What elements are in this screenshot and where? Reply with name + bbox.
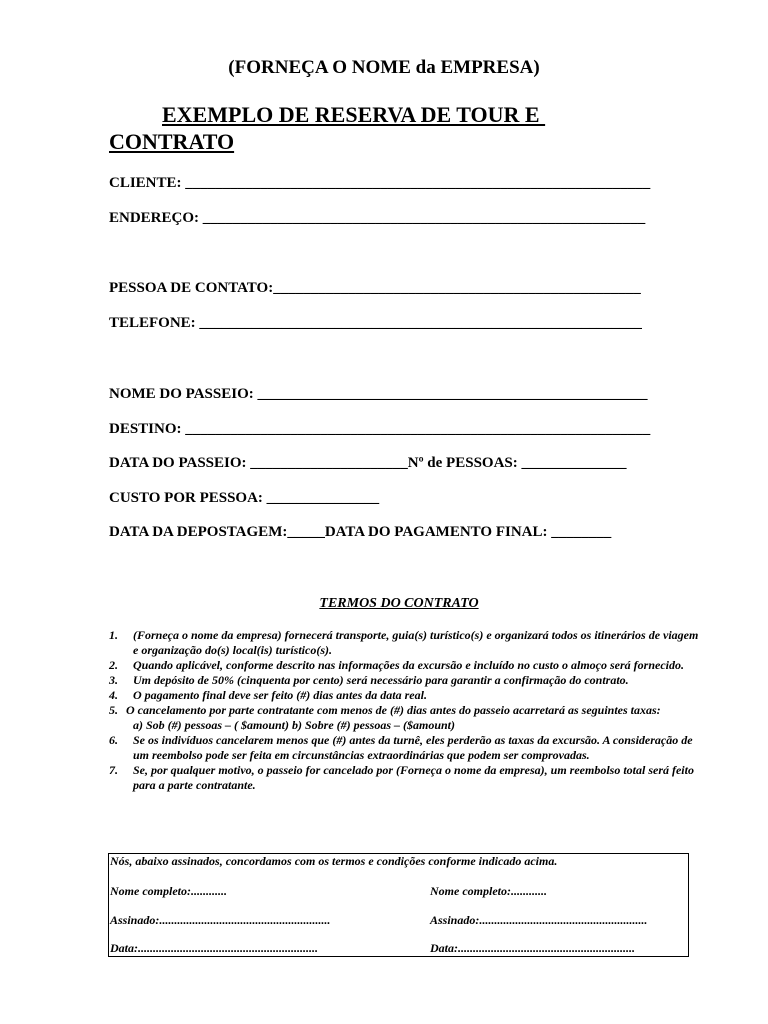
term-item-5: 5. O cancelamento por parte contratante com menos de (#) dias antes do passeio acarretará as seguintes taxas: (109, 703, 661, 717)
signature-box (108, 853, 689, 957)
signer-left-name-field[interactable]: Nome completo:............ (110, 884, 227, 898)
term-item-1: 1. (Forneça o nome da empresa) fornecerá transporte, guia(s) turístico(s) e organizará todos os itinerários de viagem e organização do(s) local(is) turístico(s). (109, 628, 699, 657)
signer-right-date-field[interactable]: Data:........................................................... (430, 941, 635, 955)
field-nome-passeio[interactable]: NOME DO PASSEIO: ____________________________________________________ (109, 386, 648, 402)
signer-left-date-field[interactable]: Data:............................................................ (110, 941, 318, 955)
terms-list (109, 628, 699, 793)
term-item-3: 3. Um depósito de 50% (cinquenta por cento) será necessário para garantir a confirmação do contrato. (109, 673, 629, 687)
agreement-text: Nós, abaixo assinados, concordamos com os termos e condições conforme indicado acima. (110, 854, 558, 868)
terms-title: TERMOS DO CONTRATO (319, 596, 479, 611)
field-data-depostagem[interactable]: DATA DA DEPOSTAGEM:_____DATA DO PAGAMENTO FINAL: ________ (109, 524, 612, 540)
signer-right-signature-field[interactable]: Assinado:........................................................ (430, 913, 648, 927)
field-data-passeio[interactable]: DATA DO PASSEIO: _____________________Nº de PESSOAS: ______________ (109, 455, 627, 471)
field-telefone[interactable]: TELEFONE: ___________________________________________________________ (109, 315, 642, 331)
field-custo-pessoa[interactable]: CUSTO POR PESSOA: _______________ (109, 490, 380, 506)
field-destino[interactable]: DESTINO: ______________________________________________________________ (109, 421, 651, 437)
term-item-7: 7. Se, por qualquer motivo, o passeio for cancelado por (Forneça o nome da empresa), um reembolso total será feito para a parte contratante. (109, 763, 694, 792)
field-cliente[interactable]: CLIENTE: ______________________________________________________________ (109, 175, 651, 191)
term-item-4: 4. O pagamento final deve ser feito (#) dias antes da data real. (109, 688, 427, 702)
company-name-placeholder: (FORNEÇA O NOME da EMPRESA) (228, 57, 540, 78)
term-item-6: 6. Se os indivíduos cancelarem menos que (#) antes da turnê, eles perderão as taxas da excursão. A consideração de um reembolso pode ser feita em circunstâncias extraordinárias que podem ser comprovadas. (109, 733, 693, 762)
signer-right-name-field[interactable]: Nome completo:............ (430, 884, 547, 898)
document-title-line-1: EXEMPLO DE RESERVA DE TOUR E (162, 102, 546, 127)
term-item-5-sub: a) Sob (#) pessoas – ( $amount) b) Sobre (#) pessoas – ($amount) (133, 718, 456, 732)
field-endereco[interactable]: ENDEREÇO: ___________________________________________________________ (109, 210, 646, 226)
signer-left-signature-field[interactable]: Assinado:......................................................... (110, 913, 331, 927)
term-item-2: 2. Quando aplicável, conforme descrito nas informações da excursão e incluído no custo o almoço será fornecido. (109, 658, 684, 672)
field-pessoa-contato[interactable]: PESSOA DE CONTATO:_________________________________________________ (109, 280, 641, 296)
document-title-line-2: CONTRATO (109, 129, 235, 154)
